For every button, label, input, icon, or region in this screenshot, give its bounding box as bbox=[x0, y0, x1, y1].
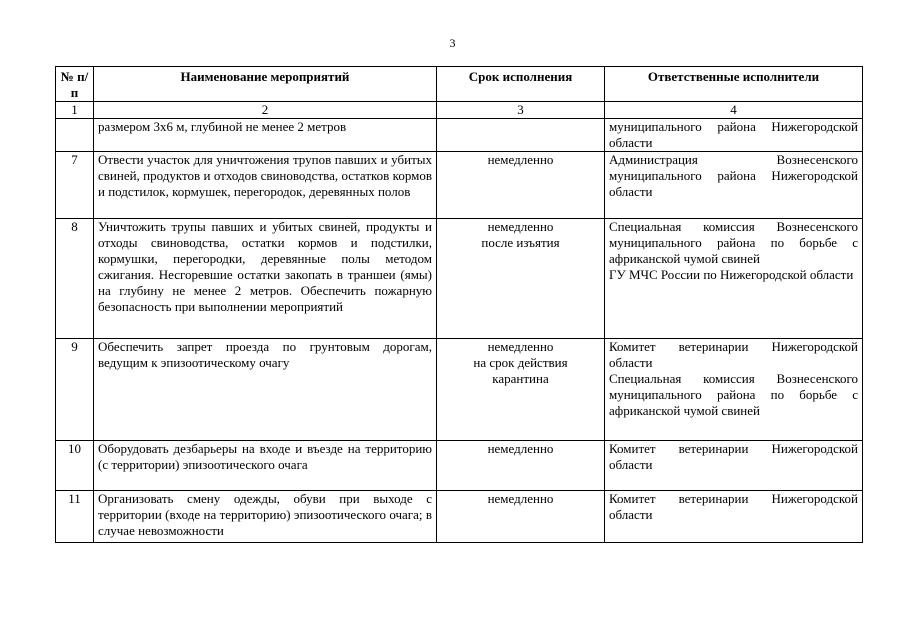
row-number: 8 bbox=[56, 219, 94, 339]
row-activity: Оборудовать дезбарьеры на входе и въезде на территорию (с территории) эпизоотического очага bbox=[94, 441, 437, 491]
page-number: 3 bbox=[449, 36, 456, 50]
header-num: № п/п bbox=[56, 67, 94, 102]
measures-table bbox=[55, 66, 863, 543]
table-row bbox=[56, 491, 863, 543]
row-activity: Обеспечить запрет проезда по грунтовым дорогам, ведущим к эпизоотическому очагу bbox=[94, 339, 437, 441]
row-term bbox=[437, 152, 605, 219]
table-row bbox=[56, 441, 863, 491]
row-term bbox=[437, 441, 605, 491]
responsible-line: Комитет ветеринарии Нижегородской области bbox=[609, 339, 858, 370]
term-line: немедленно bbox=[487, 491, 554, 506]
row-term bbox=[437, 491, 605, 543]
header-activity: Наименование мероприятий bbox=[94, 67, 437, 102]
row-responsible bbox=[605, 339, 863, 441]
row-number: 7 bbox=[56, 152, 94, 219]
row-number: 11 bbox=[56, 491, 94, 543]
table-row bbox=[56, 119, 863, 152]
table-row bbox=[56, 152, 863, 219]
responsible-line: ГУ МЧС России по Нижегородской области bbox=[609, 267, 854, 282]
row-responsible bbox=[605, 491, 863, 543]
term-line: немедленно bbox=[487, 441, 554, 456]
row-responsible bbox=[605, 441, 863, 491]
column-index-3: 3 bbox=[437, 102, 605, 119]
term-line: карантина bbox=[492, 371, 549, 386]
responsible-line: муниципального района Нижегородской области bbox=[609, 119, 858, 150]
responsible-line: Комитет ветеринарии Нижегородской области bbox=[609, 491, 858, 522]
responsible-line: Специальная комиссия Вознесенского муниципального района по борьбе с африканской чумой свиней bbox=[609, 219, 858, 266]
responsible-line: Администрация Вознесенского муниципального района Нижегородской области bbox=[609, 152, 858, 199]
column-index-4: 4 bbox=[605, 102, 863, 119]
row-activity: Отвести участок для уничтожения трупов павших и убитых свиней, продуктов и отходов свиноводства, остатков кормов и подстилок, кормушек, перегородок, деревянных полов bbox=[94, 152, 437, 219]
row-responsible bbox=[605, 219, 863, 339]
row-term bbox=[437, 219, 605, 339]
column-index-1: 1 bbox=[56, 102, 94, 119]
header-responsible: Ответственные исполнители bbox=[605, 67, 863, 102]
row-term bbox=[437, 119, 605, 152]
row-number: 10 bbox=[56, 441, 94, 491]
row-responsible bbox=[605, 119, 863, 152]
term-line: немедленно bbox=[487, 219, 554, 234]
row-activity: Организовать смену одежды, обуви при выходе с территории (входе на территорию) эпизоотического очага; в случае невозможности bbox=[94, 491, 437, 543]
row-activity: размером 3х6 м, глубиной не менее 2 метров bbox=[94, 119, 437, 152]
row-number bbox=[56, 119, 94, 152]
row-number: 9 bbox=[56, 339, 94, 441]
term-line: немедленно bbox=[487, 339, 554, 354]
row-activity: Уничтожить трупы павших и убитых свиней, продукты и отходы свиноводства, остатки кормов и подстилки, кормушки, перегородки, деревянные полы методом сжигания. Несгоревшие остатки закопать в траншеи (ямы) на глубину не менее 2 метров. Обеспечить пожарную безопасность при выполнении мероприятий bbox=[94, 219, 437, 339]
term-line: на срок действия bbox=[473, 355, 568, 370]
header-row bbox=[56, 67, 863, 102]
term-line: после изъятия bbox=[481, 235, 560, 250]
responsible-line: Комитет ветеринарии Нижегородской области bbox=[609, 441, 858, 472]
row-responsible bbox=[605, 152, 863, 219]
column-index-2: 2 bbox=[94, 102, 437, 119]
header-term: Срок исполнения bbox=[437, 67, 605, 102]
responsible-line: Специальная комиссия Вознесенского муниципального района по борьбе с африканской чумой свиней bbox=[609, 371, 858, 418]
term-line: немедленно bbox=[487, 152, 554, 167]
table-row bbox=[56, 339, 863, 441]
table-body bbox=[56, 119, 863, 543]
table-row bbox=[56, 219, 863, 339]
column-index-row bbox=[56, 102, 863, 119]
row-term bbox=[437, 339, 605, 441]
